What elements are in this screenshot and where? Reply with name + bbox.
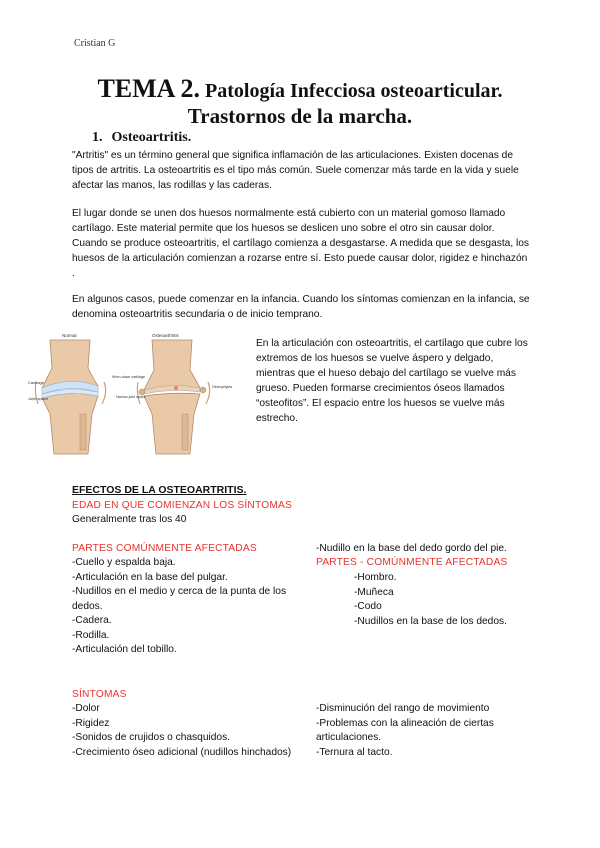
label-osteophytes: Osteophytes xyxy=(212,385,233,389)
label-cartilage: Cartilage xyxy=(28,380,45,385)
list-item: -Rodilla. xyxy=(72,629,110,641)
label-worn-cartilage: Worn-down cartilage xyxy=(112,375,145,379)
list-item: -Codo xyxy=(354,601,382,612)
symptoms-right-list xyxy=(316,702,530,760)
symptoms-left-list xyxy=(72,702,292,760)
section-title: Osteoartritis. xyxy=(111,130,192,145)
symptoms-heading: SÍNTOMAS xyxy=(72,689,127,700)
list-item: -Cuello y espalda baja. xyxy=(72,557,176,568)
parts-left-list xyxy=(72,556,304,658)
section-heading xyxy=(92,130,191,146)
list-item: -Sonidos de crujidos o chasquidos. xyxy=(72,732,231,743)
list-item: -Crecimiento óseo adicional (nudillos hinchados) xyxy=(72,746,292,758)
section-number: 1. xyxy=(92,130,103,145)
parts-right-first: -Nudillo en la base del dedo gordo del pie. xyxy=(316,543,507,554)
title-rest: Patología Infecciosa osteoarticular. xyxy=(205,80,503,102)
parts-heading: PARTES COMÚNMENTE AFECTADAS xyxy=(72,543,257,554)
author-name: Cristian G xyxy=(74,38,116,49)
paragraph-1: "Artritis" es un término general que significa inflamación de las articulaciones. Existen docenas de tipos de artritis. La osteoartritis es el tipo más común. Suele comenzar más tarde en la vida y suele afectar las manos, las rodillas y las caderas. xyxy=(72,150,519,191)
list-item: -Problemas con la alineación de ciertas articulaciones. xyxy=(316,717,494,743)
list-item: -Articulación en la base del pulgar. xyxy=(72,571,228,583)
parts-right-list xyxy=(354,571,534,629)
list-item: -Articulación del tobillo. xyxy=(72,644,177,655)
list-item: -Cadera. xyxy=(72,615,112,626)
list-item: -Nudillos en la base de los dedos. xyxy=(354,615,507,627)
label-osteoarthritis: Osteoarthritis xyxy=(152,333,179,338)
label-joint-space: Joint space xyxy=(28,396,49,401)
label-normal: Normal xyxy=(62,333,77,338)
knee-joint-illustration xyxy=(28,328,248,456)
list-item: -Nudillos en el medio y cerca de la punta de los dedos. xyxy=(72,586,287,612)
list-item: -Rigidez xyxy=(72,717,110,729)
list-item: -Ternura al tacto. xyxy=(316,746,393,758)
age-value: Generalmente tras los 40 xyxy=(72,514,187,525)
label-narrow-joint: Narrow joint space xyxy=(116,395,146,399)
document-title xyxy=(0,74,600,104)
document-subtitle: Trastornos de la marcha. xyxy=(187,104,413,128)
list-item: -Dolor xyxy=(72,703,100,714)
title-prefix: TEMA 2. xyxy=(97,74,201,103)
paragraph-4: En la articulación con osteoartritis, el cartílago que cubre los extremos de los huesos se vuelve áspero y delgado, mientras que el hueso debajo del cartílago se vuelve más grueso. Pueden formarse crecimientos óseos llamados “osteofitos”. El espacio entre los huesos se vuelve más estrecho. xyxy=(256,338,528,424)
paragraph-3: En algunos casos, puede comenzar en la infancia. Cuando los síntomas comienzan en la infancia, se denomina osteoartritis secundaria o de inicio temprano. xyxy=(72,294,530,320)
list-item: -Hombro. xyxy=(354,572,397,583)
list-item: -Muñeca xyxy=(354,586,394,598)
list-item: -Disminución del rango de movimiento xyxy=(316,703,490,714)
parts-heading-2: PARTES - COMÚNMENTE AFECTADAS xyxy=(316,557,508,568)
effects-title: EFECTOS DE LA OSTEOARTRITIS. xyxy=(72,484,247,496)
paragraph-2: El lugar donde se unen dos huesos normalmente está cubierto con un material gomoso llamado cartílago. Este material permite que los huesos se deslicen uno sobre el otro sin causar dolor. Cuando se produce osteoartritis, el cartílago comienza a desgastarse. A medida que se desgasta, los huesos de la articulación comienzan a rozarse entre sí. Esto puede causar dolor, rigidez e hinchazón . xyxy=(72,208,530,279)
age-heading: EDAD EN QUE COMIENZAN LOS SÍNTOMAS xyxy=(72,500,293,511)
osteoarthritis-knee xyxy=(137,340,209,454)
